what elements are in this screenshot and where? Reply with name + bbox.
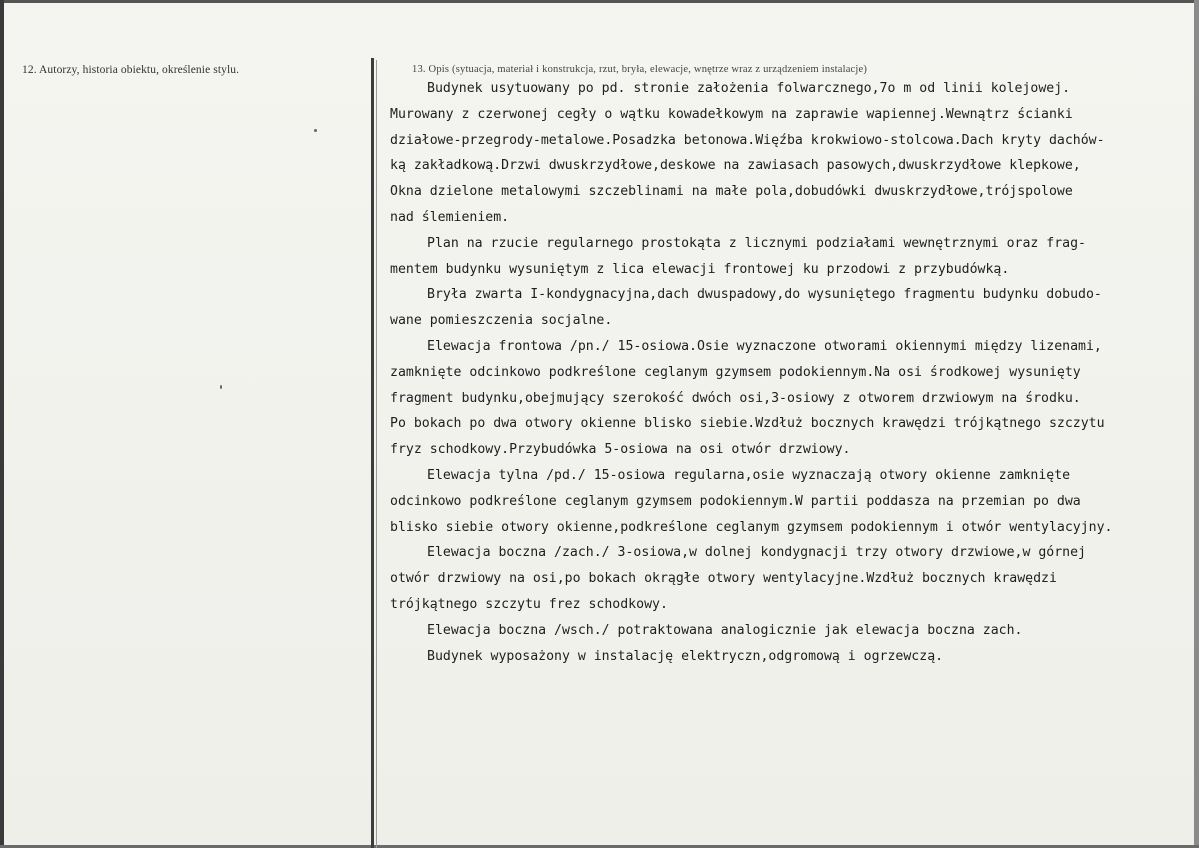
description-line: ką zakładkową.Drzwi dwuskrzydłowe,deskowe na zawiasach pasowych,dwuskrzydłowe klepkowe, [390, 158, 1081, 174]
column-divider-thin [376, 60, 377, 848]
column-divider [371, 58, 374, 848]
description-line: mentem budynku wysuniętym z lica elewacji frontowej ku przodowi z przybudówką. [390, 261, 1010, 277]
description-body [390, 76, 1196, 669]
description-line: Bryła zwarta I-kondygnacyjna,dach dwuspadowy,do wysuniętego fragmentu budynku dobudo- [427, 287, 1102, 303]
description-line: Budynek wyposażony w instalację elektryczn,odgromową i ogrzewczą. [427, 648, 944, 664]
description-line: Elewacja boczna /wsch./ potraktowana analogicznie jak elewacja boczna zach. [427, 622, 1023, 638]
description-line: działowe-przegrody-metalowe.Posadzka betonowa.Więźba krokwiowo-stolcowa.Dach kryty dachów- [390, 132, 1105, 148]
description-line: Murowany z czerwonej cegły o wątku kowadełkowym na zaprawie wapiennej.Wewnątrz ścianki [390, 106, 1073, 122]
description-line: zamknięte odcinkowo podkreślone ceglanym gzymsem podokiennym.Na osi środkowej wysunięty [390, 364, 1081, 380]
description-line: Elewacja frontowa /pn./ 15-osiowa.Osie wyznaczone otworami okiennymi między lizenami, [427, 338, 1102, 354]
description-line: Plan na rzucie regularnego prostokąta z licznymi podziałami wewnętrznymi oraz frag- [427, 235, 1086, 251]
left-border [0, 0, 4, 848]
section-12-header: 12. Autorzy, historia obiektu, określenie stylu. [22, 64, 240, 76]
description-line: Elewacja boczna /zach./ 3-osiowa,w dolnej kondygnacji trzy otwory drzwiowe,w górnej [427, 545, 1086, 561]
description-line: wane pomieszczenia socjalne. [390, 313, 613, 329]
description-line: Elewacja tylna /pd./ 15-osiowa regularna,osie wyznaczają otwory okienne zamknięte [427, 467, 1071, 483]
description-line: otwór drzwiowy na osi,po bokach okrągłe otwory wentylacyjne.Wzdłuż bocznych krawędzi [390, 571, 1057, 587]
description-line: fryz schodkowy.Przybudówka 5-osiowa na osi otwór drzwiowy. [390, 442, 851, 458]
description-line: trójkątnego szczytu frez schodkowy. [390, 596, 668, 612]
top-border [0, 0, 1199, 3]
description-line: fragment budynku,obejmujący szerokość dwóch osi,3-osiowy z otworem drzwiowym na środku. [390, 390, 1081, 406]
description-line: Okna dzielone metalowymi szczeblinami na małe pola,dobudówki dwuskrzydłowe,trójspolowe [390, 184, 1073, 200]
description-line: blisko siebie otwory okienne,podkreślone ceglanym gzymsem podokiennym i otwór wentylacyjny. [390, 519, 1113, 535]
paper-speck [220, 385, 222, 389]
description-line: nad ślemieniem. [390, 209, 510, 225]
description-line: odcinkowo podkreślone ceglanym gzymsem podokiennym.W partii poddasza na przemian po dwa [390, 493, 1081, 509]
paper-speck [314, 129, 317, 132]
description-line: Budynek usytuowany po pd. stronie założenia folwarcznego,7o m od linii kolejowej. [427, 81, 1071, 96]
description-line: Po bokach po dwa otwory okienne blisko siebie.Wzdłuż bocznych krawędzi trójkątnego szczytu [390, 416, 1105, 432]
section-13-header: 13. Opis (sytuacja, materiał i konstrukcja, rzut, bryła, elewacje, wnętrze wraz z urządzeniem instalacje) [412, 64, 868, 75]
